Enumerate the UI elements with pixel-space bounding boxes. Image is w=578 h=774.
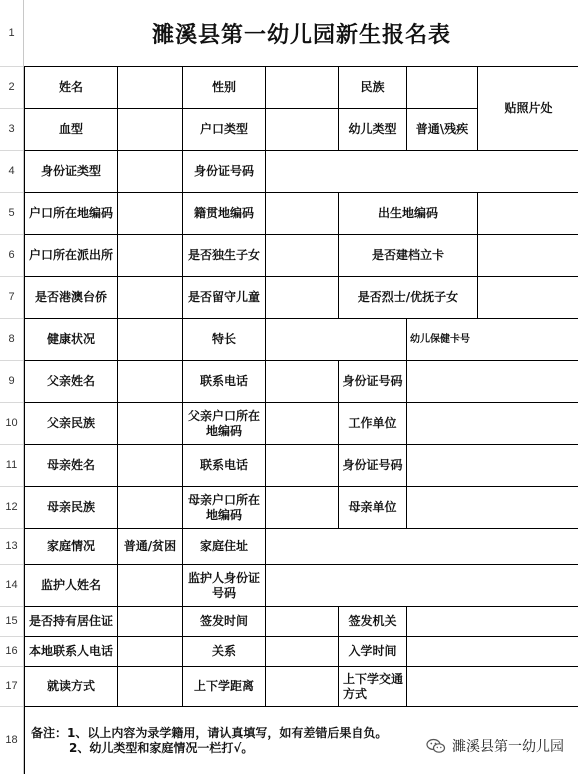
row-number[interactable]: 1 — [8, 27, 15, 39]
input-blood-type[interactable] — [118, 109, 183, 151]
input-hk-macau-tw[interactable] — [118, 277, 183, 319]
input-issue-time[interactable] — [266, 607, 339, 637]
input-hukou-police[interactable] — [118, 235, 183, 277]
row-number[interactable]: 6 — [8, 249, 15, 261]
label-blood-type: 血型 — [25, 109, 118, 151]
label-id-number: 身份证号码 — [183, 151, 266, 193]
input-gender[interactable] — [266, 67, 339, 109]
label-hk-macau-tw: 是否港澳台侨 — [25, 277, 118, 319]
row-number[interactable]: 13 — [5, 540, 18, 552]
option-child-type[interactable]: 普通\残疾 — [407, 109, 478, 151]
label-health-card: 幼儿保健卡号 — [407, 319, 578, 361]
input-father-phone[interactable] — [266, 361, 339, 403]
photo-area: 贴照片处 — [478, 67, 578, 151]
input-left-behind[interactable] — [266, 277, 339, 319]
row-number[interactable]: 16 — [5, 645, 18, 657]
wechat-icon — [426, 738, 446, 754]
label-relation: 关系 — [183, 637, 266, 667]
row-number[interactable]: 8 — [8, 333, 15, 345]
input-distance[interactable] — [266, 667, 339, 707]
label-enroll-time: 入学时间 — [339, 637, 407, 667]
input-father-name[interactable] — [118, 361, 183, 403]
input-name[interactable] — [118, 67, 183, 109]
input-father-ethnicity[interactable] — [118, 403, 183, 445]
row-number[interactable]: 11 — [5, 459, 18, 471]
input-relation[interactable] — [266, 637, 339, 667]
row-number[interactable]: 17 — [5, 680, 18, 692]
row-number[interactable]: 18 — [5, 734, 18, 746]
label-hukou-type: 户口类型 — [183, 109, 266, 151]
form-title: 濉溪县第一幼儿园新生报名表 — [151, 21, 451, 48]
row-number[interactable]: 9 — [8, 375, 15, 387]
row-number[interactable]: 4 — [8, 165, 15, 177]
row-number[interactable]: 2 — [8, 81, 15, 93]
label-health: 健康状况 — [25, 319, 118, 361]
input-enroll-time[interactable] — [407, 637, 578, 667]
input-mother-id[interactable] — [407, 445, 578, 487]
label-father-work: 工作单位 — [339, 403, 407, 445]
input-father-id[interactable] — [407, 361, 578, 403]
label-mother-hukou-code: 母亲户口所在地编码 — [183, 487, 266, 529]
input-birthplace-code[interactable] — [478, 193, 578, 235]
input-local-phone[interactable] — [118, 637, 183, 667]
row-number[interactable]: 12 — [5, 501, 18, 513]
label-father-hukou-code: 父亲户口所在地编码 — [183, 403, 266, 445]
label-family-status: 家庭情况 — [25, 529, 118, 565]
label-hukou-code: 户口所在地编码 — [25, 193, 118, 235]
row-number[interactable]: 7 — [8, 291, 15, 303]
input-health[interactable] — [118, 319, 183, 361]
input-native-code[interactable] — [266, 193, 339, 235]
label-mother-name: 母亲姓名 — [25, 445, 118, 487]
row-number[interactable]: 3 — [8, 123, 15, 135]
label-study-mode: 就读方式 — [25, 667, 118, 707]
spreadsheet-area — [23, 0, 578, 774]
input-mother-hukou-code[interactable] — [266, 487, 339, 529]
input-mother-name[interactable] — [118, 445, 183, 487]
note-line-1: 备注：1、以上内容为录学籍用，请认真填写，如有差错后果自负。 — [31, 726, 388, 741]
input-mother-work[interactable] — [407, 487, 578, 529]
label-id-type: 身份证类型 — [25, 151, 118, 193]
input-ethnicity[interactable] — [407, 67, 478, 109]
input-residence-permit[interactable] — [118, 607, 183, 637]
watermark-text: 濉溪县第一幼儿园 — [452, 739, 564, 755]
label-talent: 特长 — [183, 319, 266, 361]
input-id-number[interactable] — [266, 151, 578, 193]
input-archived[interactable] — [478, 235, 578, 277]
label-local-phone: 本地联系人电话 — [25, 637, 118, 667]
label-child-type: 幼儿类型 — [339, 109, 407, 151]
label-mother-work: 母亲单位 — [339, 487, 407, 529]
input-hukou-code[interactable] — [118, 193, 183, 235]
input-id-type[interactable] — [118, 151, 183, 193]
label-distance: 上下学距离 — [183, 667, 266, 707]
input-father-work[interactable] — [407, 403, 578, 445]
input-father-hukou-code[interactable] — [266, 403, 339, 445]
label-birthplace-code: 出生地编码 — [339, 193, 478, 235]
label-home-address: 家庭住址 — [183, 529, 266, 565]
label-mother-phone: 联系电话 — [183, 445, 266, 487]
input-guardian-name[interactable] — [118, 565, 183, 607]
option-family-status[interactable]: 普通/贫困 — [118, 529, 183, 565]
label-guardian-name: 监护人姓名 — [25, 565, 118, 607]
label-issue-authority: 签发机关 — [339, 607, 407, 637]
row-number-gutter — [0, 0, 23, 774]
label-father-id: 身份证号码 — [339, 361, 407, 403]
label-father-phone: 联系电话 — [183, 361, 266, 403]
label-hukou-police: 户口所在派出所 — [25, 235, 118, 277]
input-guardian-id[interactable] — [266, 565, 578, 607]
label-issue-time: 签发时间 — [183, 607, 266, 637]
label-father-name: 父亲姓名 — [25, 361, 118, 403]
input-talent[interactable] — [266, 319, 407, 361]
label-transport: 上下学交通方式 — [339, 667, 407, 707]
input-issue-authority[interactable] — [407, 607, 578, 637]
row-number[interactable]: 10 — [5, 417, 18, 429]
input-mother-phone[interactable] — [266, 445, 339, 487]
input-hukou-type[interactable] — [266, 109, 339, 151]
input-only-child[interactable] — [266, 235, 339, 277]
label-native-code: 籍贯地编码 — [183, 193, 266, 235]
label-archived: 是否建档立卡 — [339, 235, 478, 277]
label-mother-ethnicity: 母亲民族 — [25, 487, 118, 529]
label-name: 姓名 — [25, 67, 118, 109]
input-study-mode[interactable] — [118, 667, 183, 707]
label-martyr-child: 是否烈士/优抚子女 — [339, 277, 478, 319]
input-martyr-child[interactable] — [478, 277, 578, 319]
label-father-ethnicity: 父亲民族 — [25, 403, 118, 445]
row-number[interactable]: 15 — [5, 615, 18, 627]
label-mother-id: 身份证号码 — [339, 445, 407, 487]
watermark — [426, 736, 564, 756]
label-left-behind: 是否留守儿童 — [183, 277, 266, 319]
row-number[interactable]: 14 — [5, 579, 18, 591]
label-gender: 性别 — [183, 67, 266, 109]
input-transport[interactable] — [407, 667, 578, 707]
label-ethnicity: 民族 — [339, 67, 407, 109]
note-line-2: 2、幼儿类型和家庭情况一栏打√。 — [69, 740, 254, 755]
label-guardian-id: 监护人身份证号码 — [183, 565, 266, 607]
label-only-child: 是否独生子女 — [183, 235, 266, 277]
label-residence-permit: 是否持有居住证 — [25, 607, 118, 637]
registration-form-table — [24, 66, 578, 774]
input-mother-ethnicity[interactable] — [118, 487, 183, 529]
row-number[interactable]: 5 — [8, 207, 15, 219]
input-home-address[interactable] — [266, 529, 578, 565]
